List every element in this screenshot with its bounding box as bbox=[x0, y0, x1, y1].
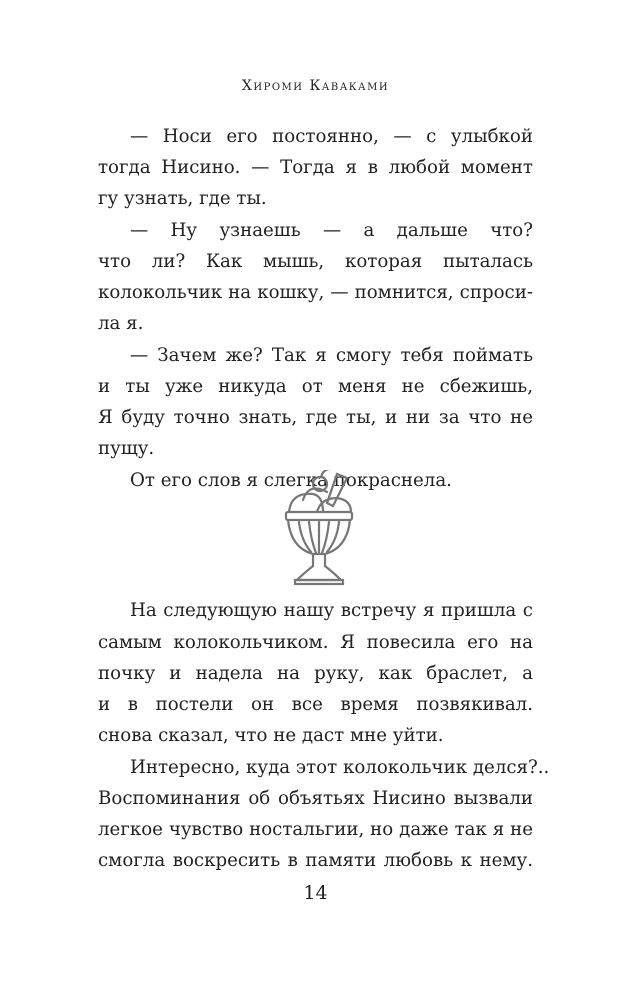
text-line: легкое чувство ностальгии, но даже так я не bbox=[98, 819, 533, 840]
text-line: что ли? Как мышь, которая пыталась bbox=[98, 251, 533, 272]
text-line: тогда Нисино. — Тогда я в любой момент bbox=[98, 157, 533, 178]
text-line: Воспоминания об объятьях Нисино вызвали bbox=[98, 788, 533, 809]
text-line: Я буду точно знать, где ты, и ни за что не bbox=[98, 407, 533, 428]
text-line: и в постели он все время позвякивал. bbox=[98, 694, 533, 715]
text-line: Интересно, куда этот колокольчик делся?.. bbox=[130, 757, 550, 778]
text-line: — Зачем же? Так я смогу тебя поймать bbox=[130, 345, 533, 366]
page-number: 14 bbox=[303, 882, 328, 904]
text-line: гу узнать, где ты. bbox=[98, 188, 267, 209]
ice-cream-sundae-icon bbox=[283, 470, 355, 588]
text-line: — Носи его постоянно, — с улыбкой bbox=[130, 126, 533, 147]
running-header: Хироми Каваками bbox=[241, 78, 390, 94]
text-line: На следующую нашу встречу я пришла с bbox=[130, 600, 533, 621]
text-line: почку и надела на руку, как браслет, а bbox=[98, 663, 533, 684]
text-line: пущу. bbox=[98, 438, 155, 459]
text-line: От его слов я слегка покраснела. bbox=[130, 470, 452, 491]
text-line: смогла воскресить в памяти любовь к нему. bbox=[98, 850, 533, 871]
text-line: и ты уже никуда от меня не сбежишь, bbox=[98, 376, 533, 397]
text-line: самым колокольчиком. Я повесила его на bbox=[98, 632, 533, 653]
text-line: — Ну узнаешь — а дальше что? bbox=[130, 220, 533, 241]
text-line: снова сказал, что не даст мне уйти. bbox=[98, 725, 444, 746]
text-line: ла я. bbox=[98, 313, 144, 334]
text-line: колокольчик на кошку, — помнится, спроси- bbox=[98, 282, 533, 303]
